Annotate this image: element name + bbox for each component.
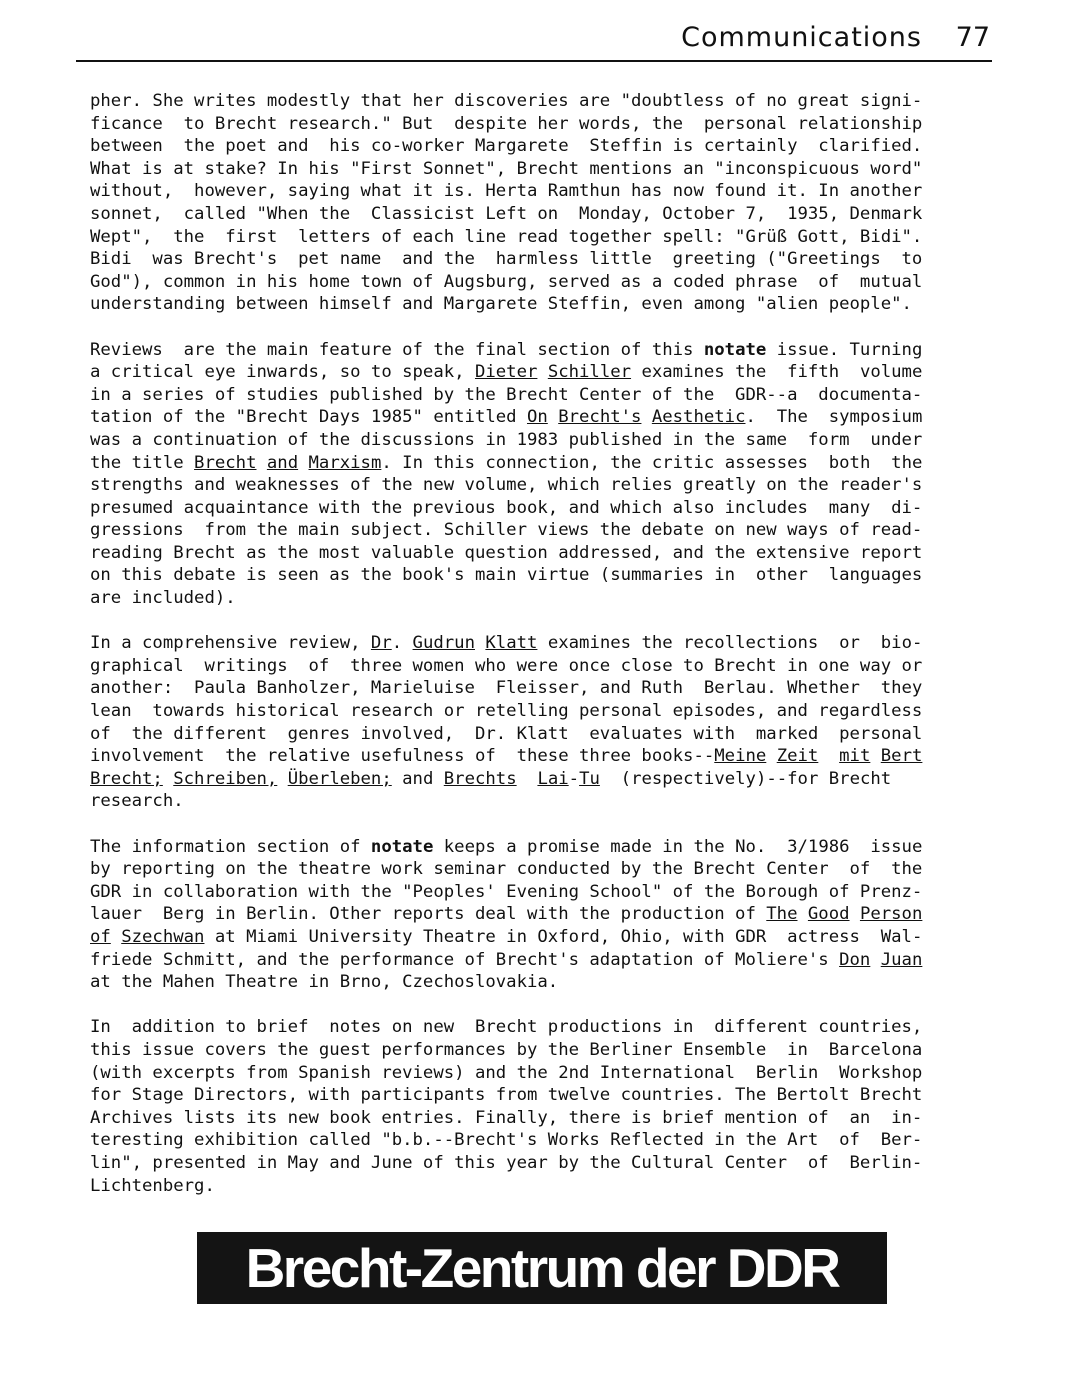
text-run [163, 769, 173, 789]
text-line [90, 519, 990, 542]
text-run: are included). [90, 588, 236, 609]
underlined-title: Brechts [443, 768, 517, 789]
text-run [298, 453, 308, 473]
text-run [256, 453, 266, 473]
paragraph [90, 632, 990, 813]
underlined-title: Don [839, 949, 871, 970]
underlined-title: Aesthetic [651, 407, 746, 428]
text-line [90, 542, 990, 565]
text-run: gressions from the main subject. Schiller views the debate on new ways of read- [90, 520, 923, 541]
underlined-title: Schreiben, [173, 768, 278, 789]
underlined-title: of [90, 926, 111, 947]
text-run: (respectively)--for Brecht [599, 768, 892, 789]
underlined-title: Überleben; [287, 768, 392, 789]
text-run: reading Brecht as the most valuable question addressed, and the extensive report [90, 542, 923, 563]
text-line [90, 858, 990, 881]
text-run: God"), common in his home town of Augsburg, served as a coded phrase of mutual [90, 271, 923, 292]
text-run: research. [90, 791, 184, 812]
text-run [850, 904, 860, 924]
text-run: Archives lists its new book entries. Finally, there is brief mention of an in- [90, 1107, 923, 1128]
text-run: . [391, 633, 413, 654]
text-run: What is at stake? In his "First Sonnet", Brecht mentions an "inconspicuous word" [90, 158, 923, 179]
text-run: issue. Turning [766, 339, 923, 360]
text-run: on this debate is seen as the book's main virtue (summaries in other languages [90, 565, 923, 586]
text-line [90, 836, 990, 859]
text-run: Reviews are the main feature of the final section of this [90, 339, 704, 360]
text-line [90, 677, 990, 700]
text-line [90, 429, 990, 452]
text-line [90, 135, 990, 158]
text-run: this issue covers the guest performances by the Berliner Ensemble in Barcelona [90, 1039, 923, 1060]
text-line [90, 1039, 990, 1062]
text-run: and [391, 768, 444, 789]
text-run [277, 769, 287, 789]
underlined-title: Tu [579, 768, 600, 789]
underlined-title: On [526, 407, 548, 428]
underlined-title: Dr [370, 633, 392, 654]
text-line [90, 271, 990, 294]
text-run: by reporting on the theatre work seminar conducted by the Brecht Center of the [90, 859, 923, 880]
text-line [90, 745, 990, 768]
text-run: (with excerpts from Spanish reviews) and the 2nd International Berlin Workshop [90, 1062, 923, 1083]
paragraph [90, 90, 990, 316]
text-line [90, 248, 990, 271]
underlined-title: Good [807, 904, 850, 925]
text-run: The information section of [90, 836, 371, 857]
text-line [90, 564, 990, 587]
underlined-title: Gudrun [412, 633, 475, 654]
underlined-title: Schiller [547, 362, 632, 383]
text-line [90, 903, 990, 926]
text-run: tation of the "Brecht Days 1985" entitled [90, 407, 527, 428]
text-run: was a continuation of the discussions in 1983 published in the same form under [90, 429, 923, 450]
text-line [90, 293, 990, 316]
underlined-title: Meine [714, 746, 767, 767]
text-run: a critical eye inwards, so to speak, [90, 362, 475, 383]
underlined-title: Brecht; [90, 768, 163, 789]
text-line [90, 587, 990, 610]
underlined-title: and [266, 452, 299, 473]
text-run [548, 407, 558, 427]
text-run: understanding between himself and Margarete Steffin, even among "alien people". [90, 294, 912, 315]
text-line [90, 1152, 990, 1175]
text-line [90, 339, 990, 362]
text-run: the title [90, 452, 195, 473]
text-run: In a comprehensive review, [90, 633, 371, 654]
text-run: at Miami University Theatre in Oxford, Ohio, with GDR actress Wal- [204, 926, 923, 947]
text-line [90, 1107, 990, 1130]
text-run: examines the fifth volume [631, 362, 923, 383]
text-run [641, 407, 651, 427]
text-run: presumed acquaintance with the previous book, and which also includes many di- [90, 497, 923, 518]
article-body [90, 90, 990, 1220]
text-run: teresting exhibition called "b.b.--Brecht's Works Reflected in the Art of Ber- [90, 1130, 923, 1151]
text-run: of the different genres involved, Dr. Klatt evaluates with marked personal [90, 723, 923, 744]
text-run: Bidi was Brecht's pet name and the harmless little greeting ("Greetings to [90, 249, 923, 270]
text-line [90, 1062, 990, 1085]
text-run: lean towards historical research or retelling personal episodes, and regardless [90, 701, 923, 722]
brecht-zentrum-logo-banner [197, 1232, 887, 1304]
text-line [90, 180, 990, 203]
text-line [90, 723, 990, 746]
text-run: in a series of studies published by the Brecht Center of the GDR--a documenta- [90, 384, 923, 405]
text-run: Lichtenberg. [90, 1175, 215, 1196]
text-line [90, 700, 990, 723]
text-run: Wept", the first letters of each line read together spell: "Grüß Gott, Bidi". [90, 226, 923, 247]
text-run: GDR in collaboration with the "Peoples' Evening School" of the Borough of Prenz- [90, 881, 923, 902]
text-run: examines the recollections or bio- [537, 633, 923, 654]
paragraph [90, 339, 990, 610]
underlined-title: Bert [880, 746, 923, 767]
text-run: between the poet and his co-worker Margarete Steffin is certainly clarified. [90, 136, 923, 157]
text-run [517, 769, 538, 789]
text-line [90, 1129, 990, 1152]
text-line [90, 632, 990, 655]
text-line [90, 226, 990, 249]
text-line [90, 113, 990, 136]
underlined-title: Brecht's [558, 407, 642, 428]
text-run [870, 950, 880, 970]
text-run [818, 746, 839, 766]
text-run: at the Mahen Theatre in Brno, Czechoslovakia. [90, 972, 559, 993]
running-header [76, 18, 992, 62]
text-run [766, 746, 776, 766]
text-run [537, 362, 547, 382]
text-line [90, 926, 990, 949]
text-line [90, 158, 990, 181]
text-run: without, however, saying what it is. Herta Ramthun has now found it. In another [90, 181, 923, 202]
text-line [90, 971, 990, 994]
text-run: strengths and weaknesses of the new volume, which relies greatly on the reader's [90, 475, 923, 496]
text-run: . In this connection, the critic assesses both the [381, 452, 923, 473]
text-run: lin", presented in May and June of this year by the Cultural Center of Berlin- [90, 1152, 923, 1173]
underlined-title: Marxism [308, 452, 382, 473]
text-line [90, 90, 990, 113]
text-line [90, 361, 990, 384]
underlined-title: Lai [537, 768, 569, 789]
text-line [90, 1175, 990, 1198]
text-line [90, 790, 990, 813]
text-run: keeps a promise made in the No. 3/1986 issue [433, 836, 923, 857]
text-run [111, 927, 121, 947]
text-run: . The symposium [745, 407, 923, 428]
text-run: for Stage Directors, with participants from twelve countries. The Bertolt Brecht [90, 1085, 923, 1106]
underlined-title: Klatt [485, 633, 538, 654]
underlined-title: Brecht [194, 452, 257, 473]
text-run: another: Paula Banholzer, Marieluise Fleisser, and Ruth Berlau. Whether they [90, 678, 923, 699]
text-run: - [568, 768, 580, 789]
underlined-title: Szechwan [121, 926, 205, 947]
paragraph [90, 1016, 990, 1197]
text-run: pher. She writes modestly that her discoveries are "doubtless of no great signi- [90, 91, 923, 111]
text-line [90, 949, 990, 972]
text-line [90, 768, 990, 791]
text-run [475, 633, 485, 653]
page-number: 77 [955, 22, 990, 53]
paragraph [90, 836, 990, 994]
text-run: sonnet, called "When the Classicist Left on Monday, October 7, 1935, Denmark [90, 203, 923, 224]
underlined-title: Juan [880, 949, 923, 970]
text-run [870, 746, 880, 766]
text-run [798, 904, 808, 924]
underlined-title: Person [859, 904, 923, 925]
journal-name: notate [370, 836, 434, 857]
text-line [90, 452, 990, 475]
text-line [90, 406, 990, 429]
text-run: lauer Berg in Berlin. Other reports deal with the production of [90, 904, 767, 925]
text-line [90, 1084, 990, 1107]
text-line [90, 384, 990, 407]
text-run: In addition to brief notes on new Brecht productions in different countries, [90, 1017, 923, 1038]
text-line [90, 497, 990, 520]
banner-text: Brecht-Zentrum der DDR [245, 1237, 839, 1299]
text-line [90, 474, 990, 497]
text-run: ficance to Brecht research." But despite her words, the personal relationship [90, 113, 923, 134]
section-title: Communications [681, 22, 922, 53]
journal-name: notate [703, 339, 767, 360]
underlined-title: Dieter [474, 362, 538, 383]
text-run: involvement the relative usefulness of these three books-- [90, 746, 715, 767]
text-line [90, 1016, 990, 1039]
text-run: friede Schmitt, and the performance of Brecht's adaptation of Moliere's [90, 949, 840, 970]
underlined-title: Zeit [776, 746, 819, 767]
text-run: graphical writings of three women who were once close to Brecht in one way or [90, 655, 923, 676]
text-line [90, 203, 990, 226]
underlined-title: mit [839, 746, 871, 767]
text-line [90, 881, 990, 904]
underlined-title: The [766, 904, 798, 925]
text-line [90, 655, 990, 678]
